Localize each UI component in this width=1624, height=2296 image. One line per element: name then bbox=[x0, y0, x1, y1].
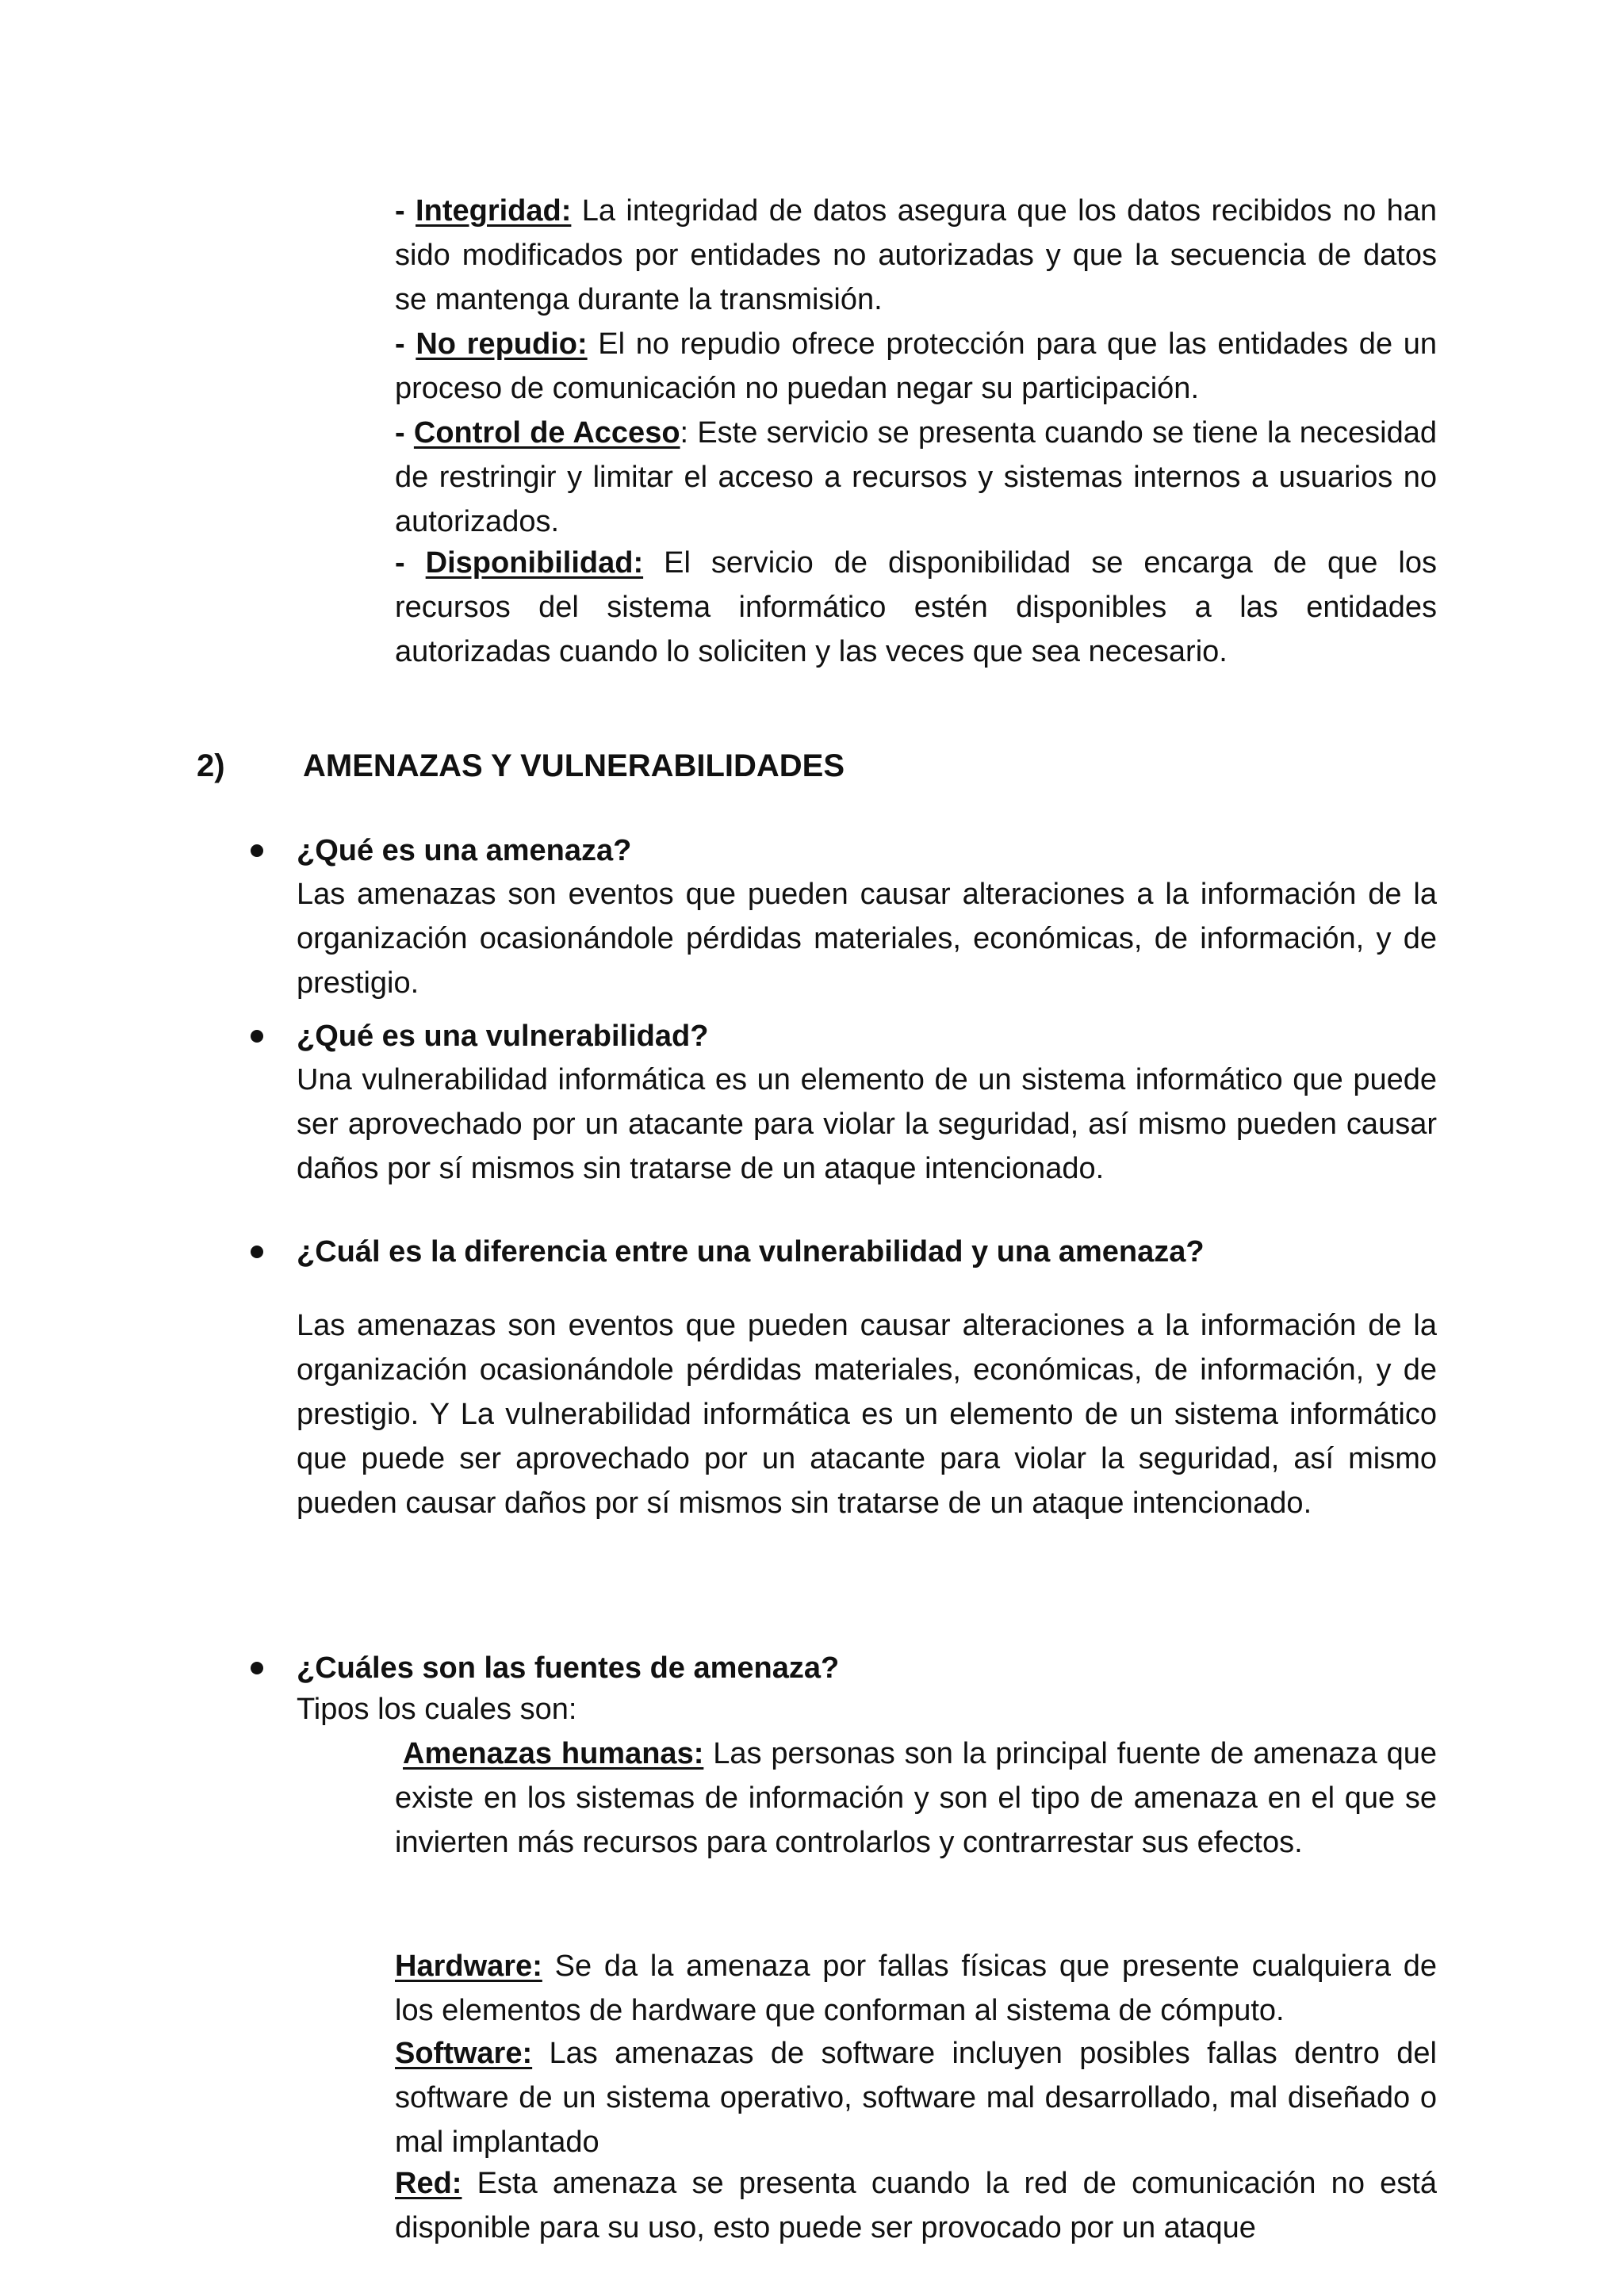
threat-text: Se da la amenaza por fallas físicas que presente cualquiera de los elementos de hardware que conforman al sistema de cómputo. bbox=[395, 1950, 1437, 2027]
threat-text: Las personas son la principal fuente de amenaza que existe en los sistemas de información y son el tipo de amenaza en el que se invierten más recursos para controlarlos y contrarrestar sus efectos. bbox=[395, 1737, 1437, 1859]
section-heading bbox=[197, 744, 845, 788]
service-no-repudio bbox=[395, 322, 1437, 411]
threat-hardware bbox=[395, 1944, 1437, 2033]
service-term: No repudio: bbox=[416, 327, 588, 361]
bullet-icon bbox=[251, 1246, 263, 1258]
threat-term: Amenazas humanas: bbox=[403, 1737, 704, 1770]
question-title: ¿Qué es una amenaza? bbox=[297, 834, 632, 867]
service-text: La integridad de datos asegura que los datos recibidos no han sido modificados por entidades no autorizadas y que la secuencia de datos se mantenga durante la transmisión. bbox=[395, 194, 1438, 316]
question-answer: Las amenazas son eventos que pueden causar alteraciones a la información de la organización ocasionándole pérdidas materiales, económicas, de información, y de prestigio. Y La vulnerabilidad informática es un elemento de un sistema informático que puede ser aprovechado por un atacante para violar la seguridad, así mismo pueden causar daños por sí mismos sin tratarse de un ataque intencionado. bbox=[297, 1309, 1437, 1520]
service-term: Disponibilidad: bbox=[425, 546, 644, 580]
service-text: : Este servicio se presenta cuando se tiene la necesidad de restringir y limitar el acceso a recursos y sistemas internos a usuarios no autorizados. bbox=[395, 416, 1437, 538]
question-answer: Tipos los cuales son: bbox=[297, 1693, 577, 1726]
bullet-icon bbox=[251, 1662, 263, 1674]
threat-text: Esta amenaza se presenta cuando la red de comunicación no está disponible para su uso, esto puede ser provocado por un ataque bbox=[395, 2167, 1437, 2244]
service-text: El servicio de disponibilidad se encarga de que los recursos del sistema informático estén disponibles a las entidades autorizadas cuando lo soliciten y las veces que sea necesario. bbox=[395, 546, 1437, 668]
section-number: 2) bbox=[197, 748, 225, 783]
service-text: El no repudio ofrece protección para que las entidades de un proceso de comunicación no puedan negar su participación. bbox=[395, 327, 1437, 405]
threat-term: Software: bbox=[395, 2037, 533, 2070]
question-answer: Una vulnerabilidad informática es un elemento de un sistema informático que puede ser aprovechado por un atacante para violar la seguridad, así mismo pueden causar daños por sí mismos sin tratarse de un ataque intencionado. bbox=[297, 1063, 1437, 1185]
service-term: Integridad: bbox=[416, 194, 572, 228]
section-title: AMENAZAS Y VULNERABILIDADES bbox=[303, 748, 845, 783]
threat-term: Red: bbox=[395, 2167, 462, 2200]
question-title: ¿Cuáles son las fuentes de amenaza? bbox=[297, 1651, 840, 1685]
service-disponibilidad bbox=[395, 541, 1437, 674]
service-dash: - bbox=[395, 546, 426, 580]
service-dash: - bbox=[395, 327, 416, 361]
service-dash: - bbox=[395, 194, 416, 228]
question-title: ¿Cuál es la diferencia entre una vulnerabilidad y una amenaza? bbox=[297, 1235, 1205, 1269]
threat-term: Hardware: bbox=[395, 1950, 542, 1983]
question-answer: Las amenazas son eventos que pueden causar alteraciones a la información de la organización ocasionándole pérdidas materiales, económicas, de información, y de prestigio. bbox=[297, 878, 1437, 1000]
service-control-acceso bbox=[395, 411, 1437, 544]
threat-humanas bbox=[395, 1732, 1437, 1865]
threat-red bbox=[395, 2161, 1437, 2250]
service-dash: - bbox=[395, 416, 414, 450]
question-title: ¿Qué es una vulnerabilidad? bbox=[297, 1020, 709, 1053]
bullet-icon bbox=[251, 1030, 263, 1043]
service-term: Control de Acceso bbox=[413, 416, 680, 450]
threat-text: Las amenazas de software incluyen posibles fallas dentro del software de un sistema operativo, software mal desarrollado, mal diseñado o mal implantado bbox=[395, 2037, 1437, 2159]
service-integridad bbox=[395, 189, 1437, 322]
threat-software bbox=[395, 2031, 1437, 2164]
bullet-icon bbox=[251, 844, 263, 857]
